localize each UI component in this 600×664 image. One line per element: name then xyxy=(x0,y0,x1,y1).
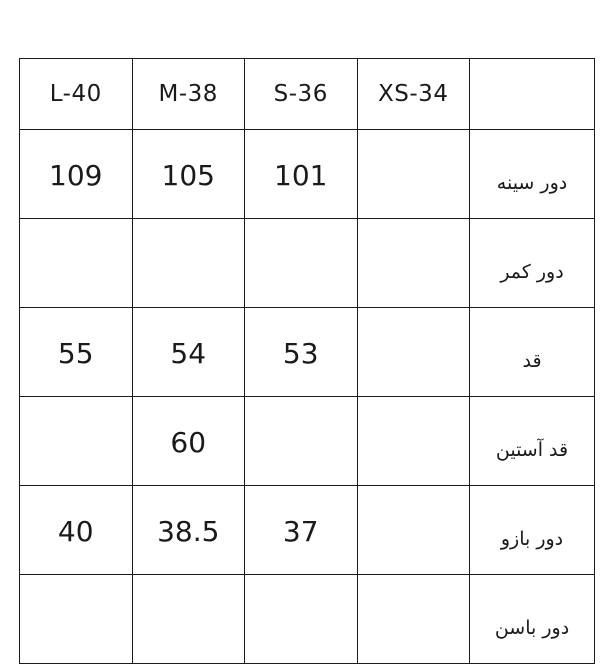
table-cell: 105 xyxy=(132,130,245,219)
table-cell xyxy=(357,308,470,397)
table-cell xyxy=(20,575,133,664)
header-size-s36: S-36 xyxy=(245,59,358,130)
table-cell: 38.5 xyxy=(132,486,245,575)
row-label-arm: دور بازو xyxy=(470,486,595,575)
table-row-sleeve-length xyxy=(20,397,595,486)
row-label-hip: دور باسن xyxy=(470,575,595,664)
table-cell: 37 xyxy=(245,486,358,575)
row-label-chest: دور سینه xyxy=(470,130,595,219)
table-cell xyxy=(357,397,470,486)
table-header-row xyxy=(20,59,595,130)
table-row-chest xyxy=(20,130,595,219)
table-cell xyxy=(245,575,358,664)
table-cell xyxy=(20,397,133,486)
table-cell xyxy=(245,397,358,486)
table-cell xyxy=(357,575,470,664)
row-label-length: قد xyxy=(470,308,595,397)
table-cell: 109 xyxy=(20,130,133,219)
table-row-arm xyxy=(20,486,595,575)
table-cell: 53 xyxy=(245,308,358,397)
table-cell xyxy=(132,575,245,664)
header-corner-cell xyxy=(470,59,595,130)
table-row-waist xyxy=(20,219,595,308)
table-cell xyxy=(357,130,470,219)
header-size-l40: L-40 xyxy=(20,59,133,130)
table-row-hip xyxy=(20,575,595,664)
header-size-xs34: XS-34 xyxy=(357,59,470,130)
table-cell xyxy=(132,219,245,308)
table-cell: 101 xyxy=(245,130,358,219)
table-cell xyxy=(20,219,133,308)
row-label-waist: دور کمر xyxy=(470,219,595,308)
table-cell: 60 xyxy=(132,397,245,486)
table-row-length xyxy=(20,308,595,397)
table-cell xyxy=(357,486,470,575)
size-chart-table xyxy=(19,58,595,664)
table-cell: 40 xyxy=(20,486,133,575)
header-size-m38: M-38 xyxy=(132,59,245,130)
table-cell xyxy=(245,219,358,308)
table-cell xyxy=(357,219,470,308)
row-label-sleeve-length: قد آستین xyxy=(470,397,595,486)
table-cell: 55 xyxy=(20,308,133,397)
table-cell: 54 xyxy=(132,308,245,397)
